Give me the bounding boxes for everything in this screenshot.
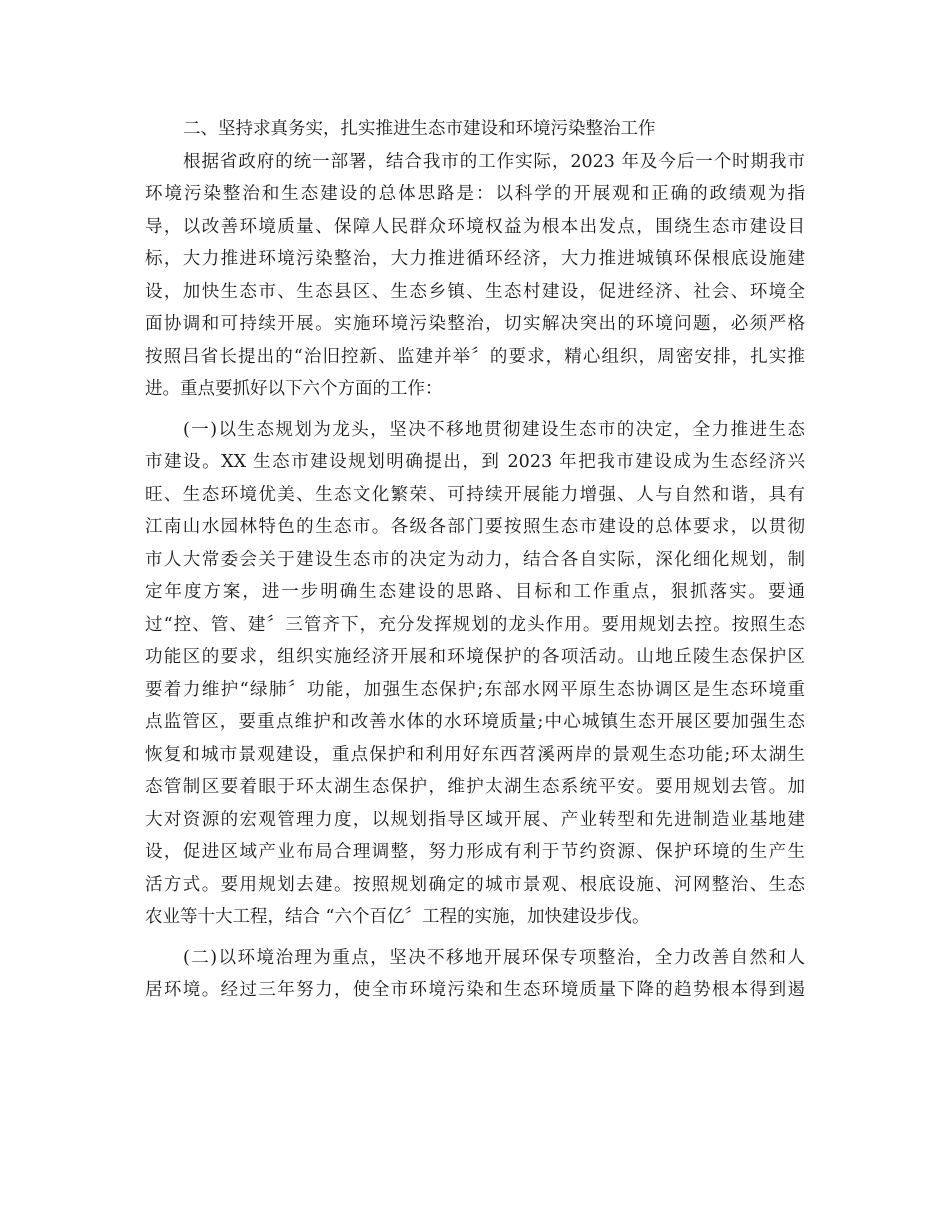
- paragraph-line: 过“控、管、建〞三管齐下，充分发挥规划的龙头作用。要用规划去控。按照生态: [145, 614, 805, 635]
- paragraph-line: 市建设。XX 生态市建设规划明确提出，到 2023 年把我市建设成为生态经济兴: [145, 452, 805, 472]
- paragraph-line: 态管制区要着眼于环太湖生态保护，维护太湖生态系统平安。要用规划去管。加: [145, 777, 805, 797]
- paragraph-line: 导，以改善环境质量、保障人民群众环境权益为根本出发点，围绕生态市建设目: [145, 216, 805, 237]
- paragraph-line: 活方式。要用规划去建。按照规划确定的城市景观、根底设施、河网整治、生态: [145, 874, 805, 895]
- paragraph-line: 大对资源的宏观管理力度，以规划指导区域开展、产业转型和先进制造业基地建: [145, 809, 805, 830]
- paragraph-line: 进。重点要抓好以下六个方面的工作：: [145, 379, 443, 399]
- paragraph-line: 农业等十大工程，结合 “六个百亿〞工程的实施，加快建设步伐。: [145, 907, 650, 927]
- paragraph-line: (二)以环境治理为重点，坚决不移地开展环保专项整治，全力改善自然和人: [183, 947, 805, 968]
- paragraph-line: 根据省政府的统一部署，结合我市的工作实际，2023 年及今后一个时期我市: [183, 151, 805, 172]
- paragraph-line: (一)以生态规划为龙头，坚决不移地贯彻建设生态市的决定，全力推进生态: [183, 419, 805, 440]
- paragraph-line: 面协调和可持续开展。实施环境污染整治，切实解决突出的环境问题，必须严格: [145, 314, 805, 334]
- document-body: [145, 113, 805, 1007]
- paragraph-line: 按照吕省长提出的“治旧控新、监建并举〞的要求，精心组织，周密安排，扎实推: [145, 346, 805, 367]
- paragraph-line: 旺、生态环境优美、生态文化繁荣、可持续开展能力增强、人与自然和谐，具有: [145, 484, 805, 505]
- paragraph-line: 功能区的要求，组织实施经济开展和环境保护的各项活动。山地丘陵生态保护区: [145, 647, 805, 667]
- paragraph-line: 环境污染整治和生态建设的总体思路是：以科学的开展观和正确的政绩观为指: [145, 184, 805, 204]
- paragraph-line: 标，大力推进环境污染整治，大力推进循环经济，大力推进城镇环保根底设施建: [145, 249, 805, 269]
- paragraph-line: 江南山水园林特色的生态市。各级各部门要按照生态市建设的总体要求，以贯彻: [145, 517, 805, 537]
- paragraph-2: [145, 414, 805, 934]
- paragraph-1: [145, 146, 805, 406]
- paragraph-line: 设，促进区域产业布局合理调整，努力形成有利于节约资源、保护环境的生产生: [145, 842, 805, 862]
- paragraph-line: 市人大常委会关于建设生态市的决定为动力，结合各自实际，深化细化规划，制: [145, 549, 805, 570]
- paragraph-line: 设，加快生态市、生态县区、生态乡镇、生态村建设，促进经济、社会、环境全: [145, 281, 805, 302]
- section-heading: 二、坚持求真务实，扎实推进生态市建设和环境污染整治工作: [183, 119, 656, 139]
- paragraph-line: 恢复和城市景观建设，重点保护和利用好东西苕溪两岸的景观生态功能;环太湖生: [145, 744, 805, 765]
- paragraph-spacer: [145, 406, 805, 414]
- paragraph-spacer: [145, 934, 805, 942]
- paragraph-line: 点监管区，要重点维护和改善水体的水环境质量;中心城镇生态开展区要加强生态: [145, 712, 805, 732]
- paragraph-line: 定年度方案，进一步明确生态建设的思路、目标和工作重点，狠抓落实。要通: [145, 582, 805, 602]
- paragraph-line: 居环境。经过三年努力，使全市环境污染和生态环境质量下降的趋势根本得到遏: [145, 980, 805, 1000]
- paragraph-3: [145, 942, 805, 1007]
- paragraph-line: 要着力维护“绿肺〞功能，加强生态保护;东部水网平原生态协调区是生态环境重: [145, 679, 805, 700]
